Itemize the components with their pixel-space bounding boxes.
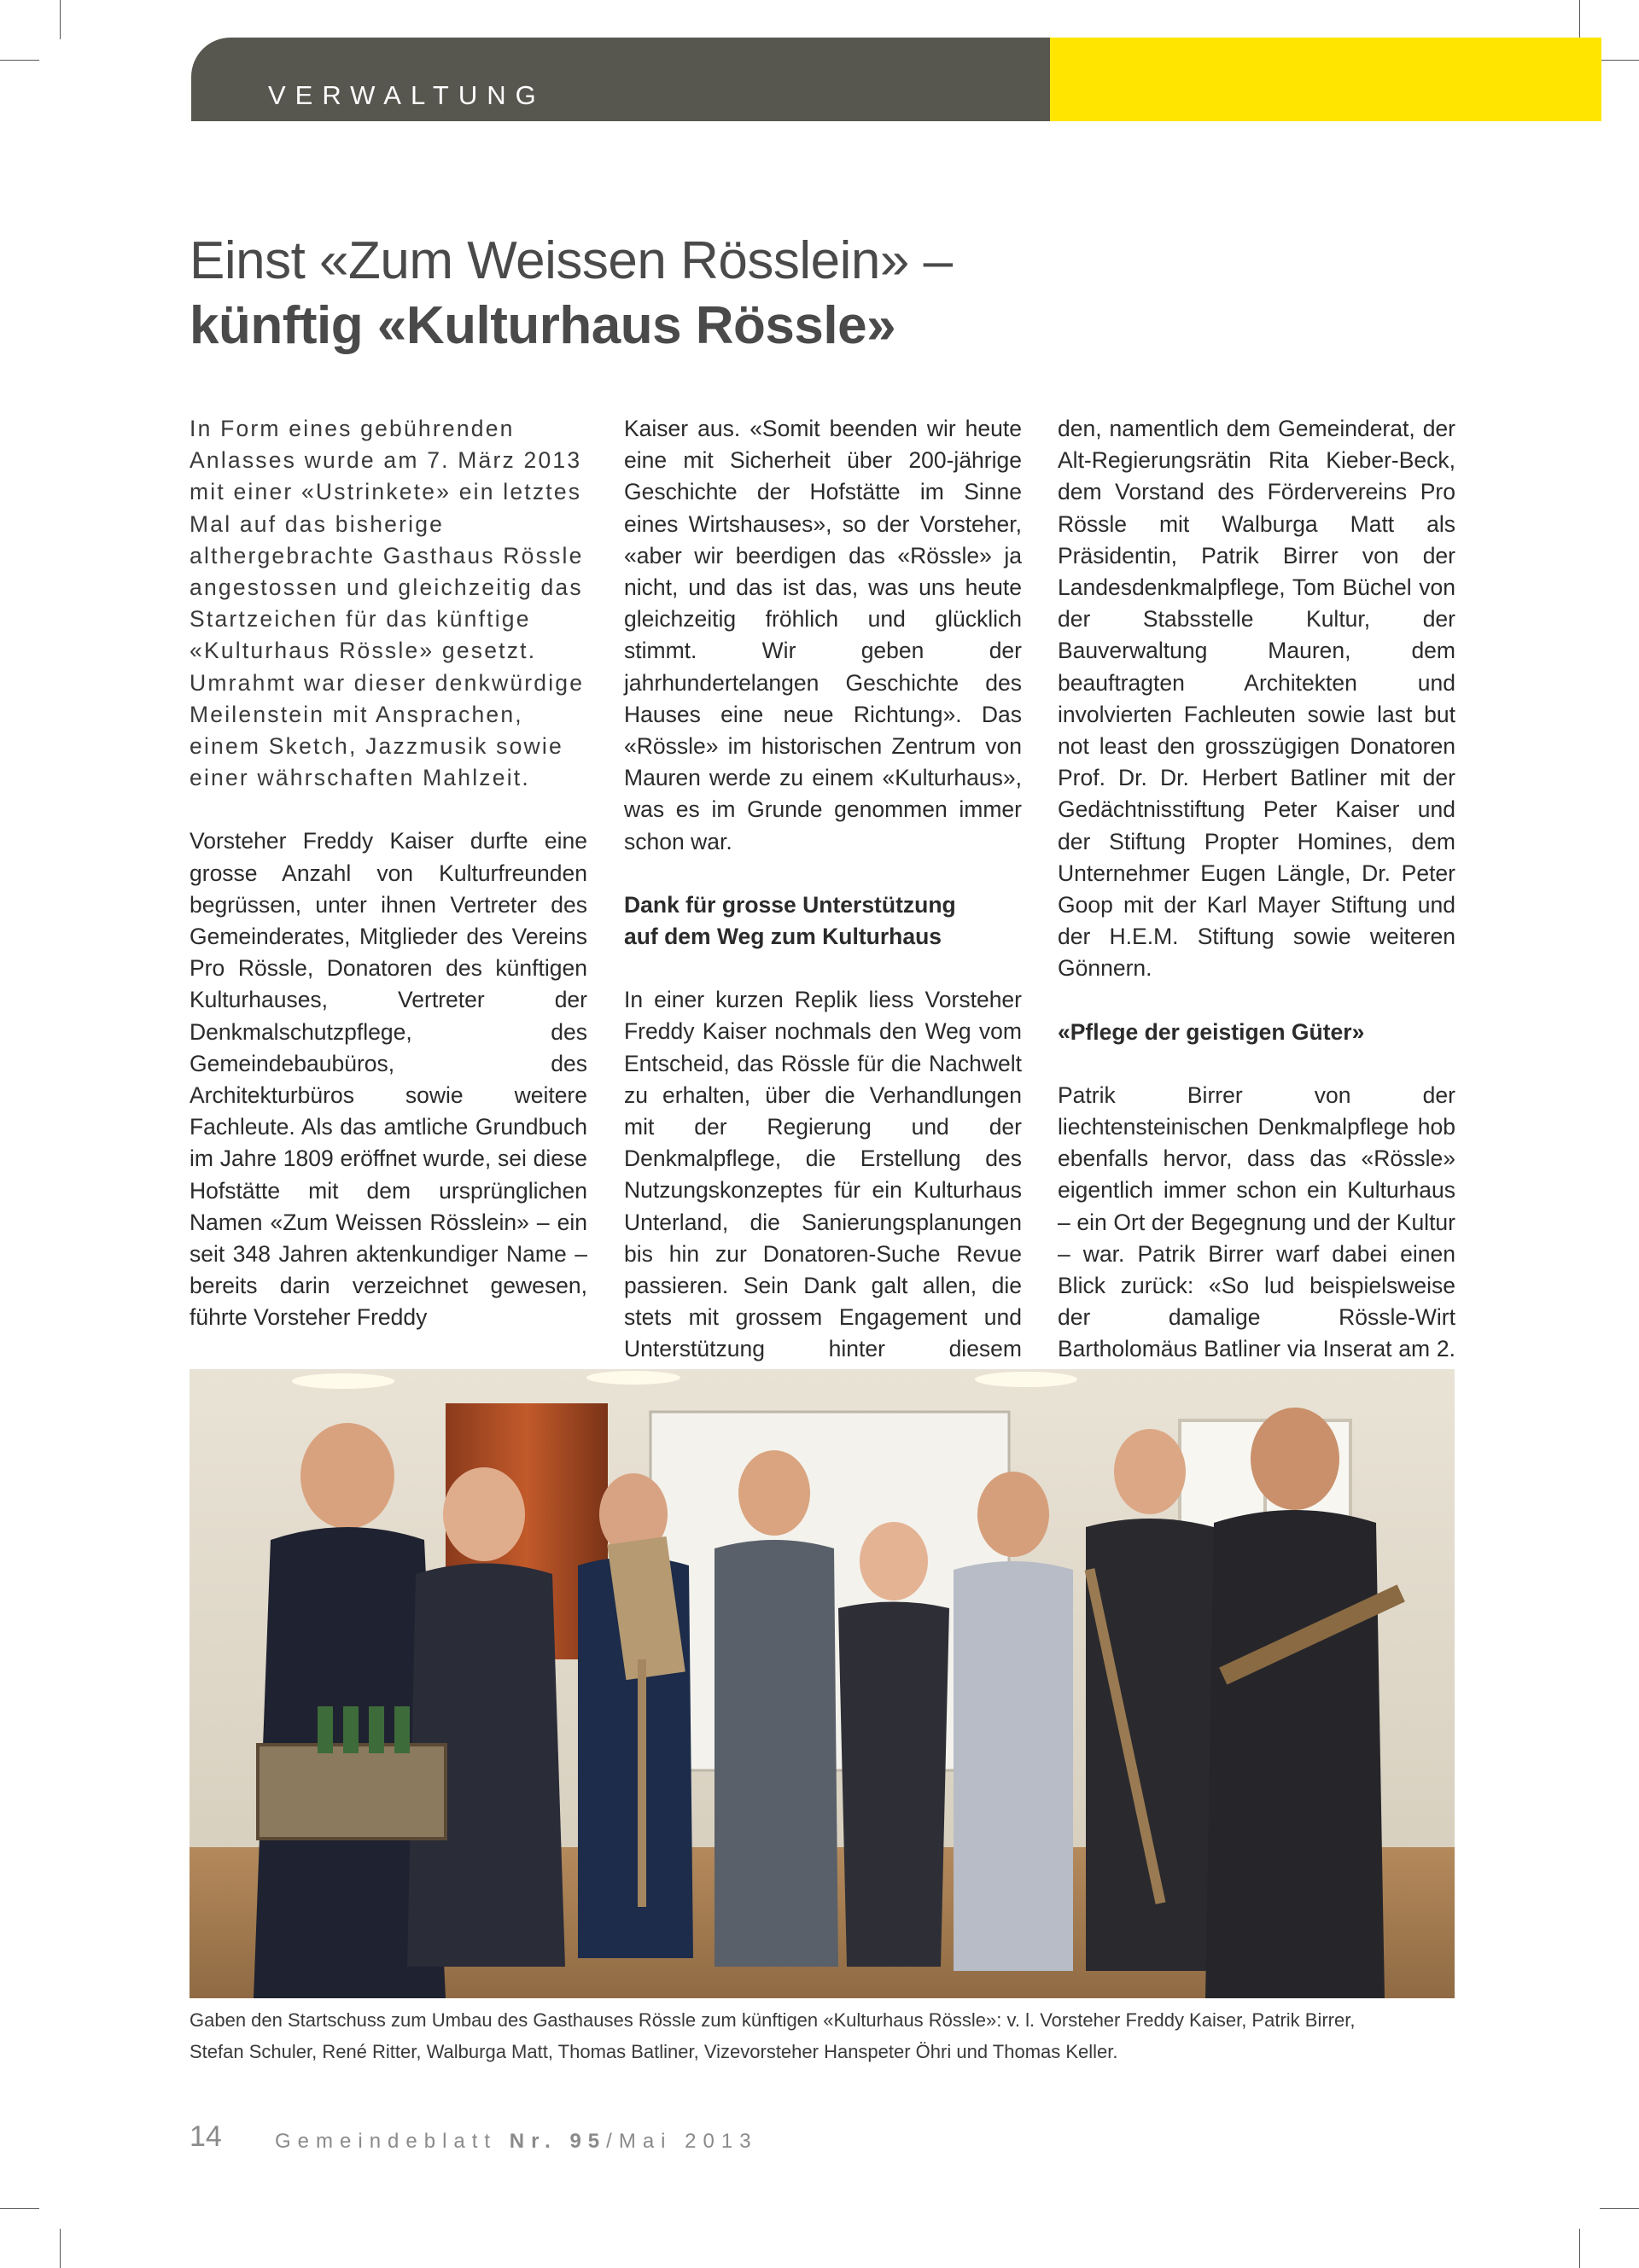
crop-mark <box>60 0 61 39</box>
publication-name: Gemeindeblatt <box>275 2130 498 2153</box>
headline-line-2: künftig «Kulturhaus Rössle» <box>190 296 896 355</box>
group-photo <box>190 1369 1455 1998</box>
subheading-dank <box>624 889 1022 953</box>
subheading-pflege: «Pflege der geistigen Güter» <box>1058 1018 1365 1045</box>
issue-separator: / <box>606 2130 619 2153</box>
issue-info <box>275 2131 758 2152</box>
issue-nr-label: Nr. <box>509 2130 557 2153</box>
article-paragraph: Kaiser aus. «Somit beenden wir heute eine mit Sicherheit über 200-jährige Geschichte der Hofstätte im Sinne eines Wirtshauses», so der Vorsteher, «aber wir beerdigen das «Rössle» ja nicht, und das ist das, was uns heute gleichzeitig fröhlich und glücklich stimmt. Wir geben der jahrhundertelangen Geschichte des Hauses eine neue Richtung». Das «Rössle» im historischen Zentrum von Mauren werde zu einem «Kulturhaus», was es im Grunde genommen immer schon war. <box>624 416 1022 854</box>
crop-mark <box>1600 2208 1639 2209</box>
crop-mark <box>1600 60 1639 61</box>
article-column-2 <box>624 413 1022 1397</box>
crop-mark <box>0 60 39 61</box>
article-column-3 <box>1058 413 1455 1397</box>
subheading-line: Dank für grosse Unterstützung <box>624 891 956 918</box>
crop-mark <box>60 2229 61 2268</box>
issue-number: 95 <box>569 2130 607 2153</box>
caption-line: Stefan Schuler, René Ritter, Walburga Matt, Thomas Batliner, Vizevorsteher Hanspeter Öhri und Thomas Keller. <box>190 2041 1118 2062</box>
issue-date: Mai 2013 <box>618 2130 758 2153</box>
crop-mark <box>0 2208 39 2209</box>
section-header-bar <box>191 38 1050 121</box>
article-headline <box>190 229 1470 359</box>
subheading-line: auf dem Weg zum Kulturhaus <box>624 924 942 950</box>
article-column-1 <box>190 413 587 1334</box>
crop-mark <box>1579 2229 1580 2268</box>
caption-line: Gaben den Startschuss zum Umbau des Gasthauses Rössle zum künftigen «Kulturhaus Rössle»: v. l. Vorsteher Freddy Kaiser, Patrik Birrer, <box>190 2009 1356 2031</box>
article-paragraph: Patrik Birrer von der liechtensteinischen Denkmalpflege hob ebenfalls hervor, dass das «Rössle» eigentlich immer schon ein Kulturhaus – ein Ort der Begegnung und der Kultur – war. Patrik Birrer warf dabei einen Blick zurück: «So lud beispielsweise der damalige Rössle-Wirt Bartholomäus Batliner via Inserat am 2. <box>1058 1082 1455 1362</box>
page-number: 14 <box>190 2120 222 2153</box>
headline-line-1: Einst «Zum Weissen Rösslein» – <box>190 231 953 290</box>
article-paragraph: den, namentlich dem Gemeinderat, der Alt-Regierungsrätin Rita Kieber-Beck, dem Vorstand des Fördervereins Pro Rössle mit Walburga Matt als Präsidentin, Patrik Birrer von der Landesdenkmalpflege, Tom Büchel von der Stabsstelle Kultur, der Bauverwaltung Mauren, dem beauftragten Architekten und involvierten Fachleuten sowie last but not least den grosszügigen Donatoren Prof. Dr. Dr. Herbert Batliner mit der Gedächtnisstiftung Peter Kaiser und der Stiftung Propter Homines, dem Unternehmer Eugen Längle, Dr. Peter Goop mit der Karl Mayer Stiftung und der H.E.M. Stiftung sowie weiteren Gönnern. <box>1058 416 1455 982</box>
article-lead: In Form eines gebührenden Anlasses wurde am 7. März 2013 mit einer «Ustrinkete» ein letztes Mal auf das bisherige althergebrachte Gasthaus Rössle angestossen und gleichzeitig das Startzeichen für das künftige «Kulturhaus Rössle» gesetzt. Umrahmt war dieser denkwürdige Meilenstein mit Ansprachen, einem Sketch, Jazzmusik sowie einer währschaften Mahlzeit. <box>190 416 585 791</box>
section-label: VERWALTUNG <box>268 80 545 110</box>
article-paragraph: In einer kurzen Replik liess Vorsteher Freddy Kaiser nochmals den Weg vom Entscheid, das Rössle für die Nachwelt zu erhalten, über die Verhandlungen mit der Regierung und der Denkmalpflege, die Erstellung des Nutzungskonzeptes für ein Kulturhaus Unterland, die Sanierungsplanungen bis hin zur Donatoren-Suche Revue passieren. Sein Dank galt allen, die stets mit grossem Engagement und Unterstützung hinter diesem <box>624 987 1022 1362</box>
article-paragraph: Vorsteher Freddy Kaiser durfte eine grosse Anzahl von Kulturfreunden begrüssen, unter ihnen Vertreter des Gemeinderates, Mitglieder des Vereins Pro Rössle, Donatoren des künftigen Kulturhauses, Vertreter der Denkmalschutzpflege, des Gemeindebaubüros, des Architekturbüros sowie weitere Fachleute. Als das amtliche Grundbuch im Jahre 1809 eröffnet wurde, sei diese Hofstätte mit dem ursprünglichen Namen «Zum Weissen Rösslein» – ein seit 348 Jahren aktenkundiger Name – bereits darin verzeichnet gewesen, führte Vorsteher Freddy <box>190 828 587 1331</box>
group-photo-illustration <box>190 1369 1455 1998</box>
crop-mark <box>1579 0 1580 39</box>
photo-caption <box>190 2004 1470 2067</box>
section-accent-block <box>1050 38 1601 121</box>
